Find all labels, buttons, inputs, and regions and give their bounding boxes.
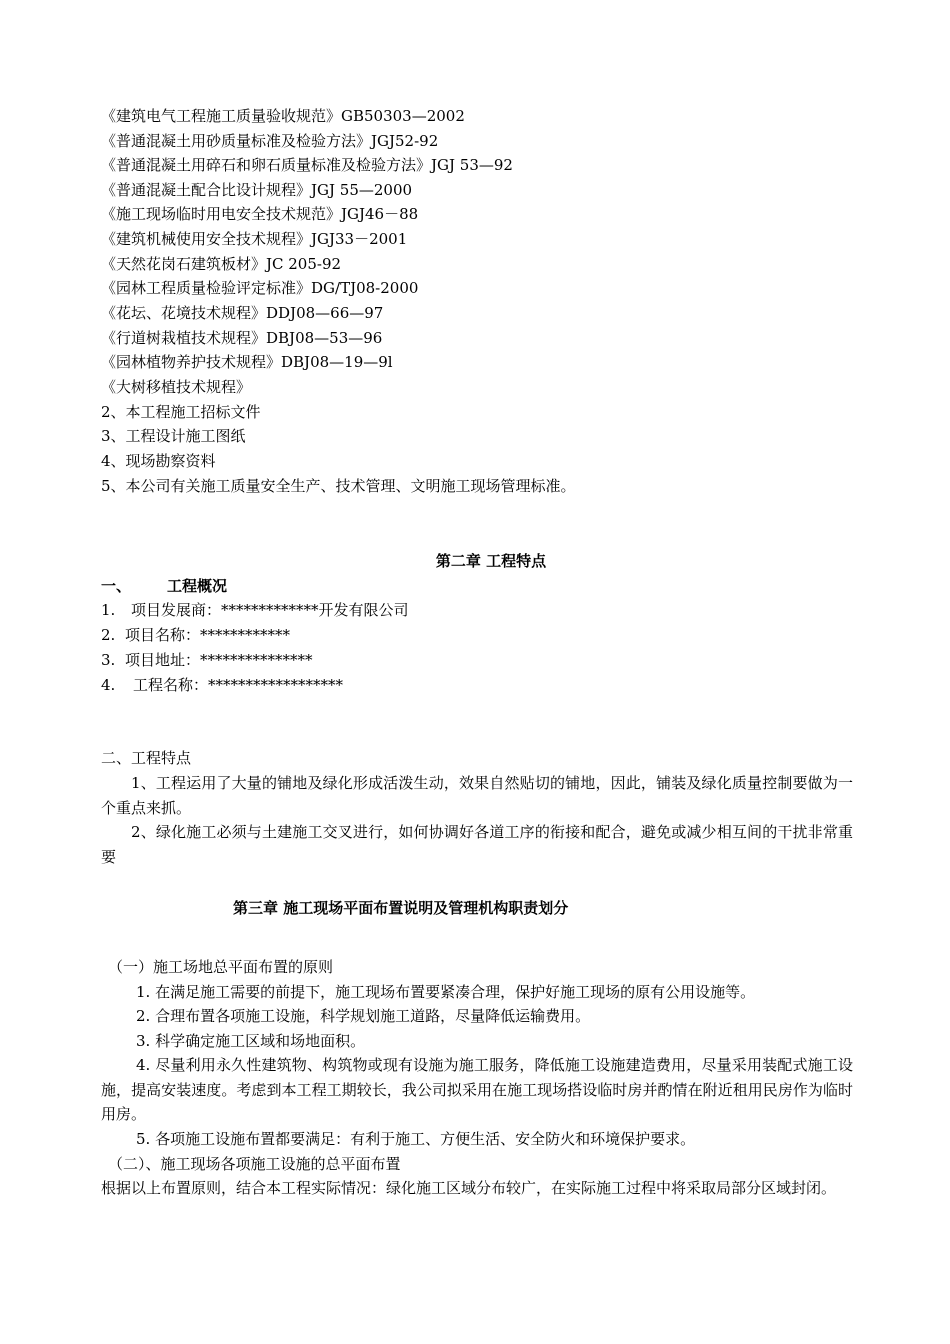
basis-item: 4、现场勘察资料 [101, 452, 216, 470]
overview-item [101, 598, 861, 622]
subsection-heading: （一）施工场地总平面布置的原则 [108, 958, 334, 976]
reference-item: 《普通混凝土用砂质量标准及检验方法》JGJ52-92 [101, 132, 439, 150]
feature-paragraph: 2、绿化施工必须与土建施工交叉进行，如何协调好各道工序的衔接和配合，避免或减少相互间的干扰非常重要 [101, 823, 853, 866]
overview-text: 项目地址：*************** [125, 651, 313, 669]
overview-number: 3. [101, 651, 116, 669]
chapter-title: 第二章 工程特点 [435, 552, 547, 570]
overview-number: 2. [101, 626, 116, 644]
reference-item: 《建筑机械使用安全技术规程》JGJ33－2001 [101, 230, 408, 248]
overview-number: 1. [101, 601, 116, 619]
section-heading [101, 574, 861, 598]
chapter-title: 第三章 施工现场平面布置说明及管理机构职责划分 [233, 899, 569, 917]
feature-paragraph: 1、工程运用了大量的铺地及绿化形成活泼生动，效果自然贴切的铺地，因此，铺装及绿化质量控制要做为一个重点来抓。 [101, 774, 853, 817]
reference-item: 《园林植物养护技术规程》DBJ08—19—9l [101, 353, 393, 371]
overview-item [101, 648, 861, 672]
overview-text: 工程名称：****************** [133, 676, 344, 694]
principle-item: 4. 尽量利用永久性建筑物、构筑物或现有设施为施工服务，降低施工设施建造费用，尽量采用装配式施工设施，提高安装速度。考虑到本工程工期较长，我公司拟采用在施工现场搭设临时房并酌情在附近租用民房作为临时用房。 [101, 1056, 853, 1123]
reference-item: 《园林工程质量检验评定标准》DG/TJ08-2000 [101, 279, 419, 297]
reference-item: 《行道树栽植技术规程》DBJ08—53—96 [101, 329, 383, 347]
reference-item: 《施工现场临时用电安全技术规范》JGJ46－88 [101, 205, 419, 223]
overview-item [101, 623, 861, 647]
principle-item: 3. 科学确定施工区域和场地面积。 [136, 1032, 366, 1050]
overview-item [101, 673, 861, 697]
reference-item: 《花坛、花境技术规程》DDJ08—66—97 [101, 304, 384, 322]
basis-item: 5、本公司有关施工质量安全生产、技术管理、文明施工现场管理标准。 [101, 477, 576, 495]
reference-item: 《建筑电气工程施工质量验收规范》GB50303—2002 [101, 107, 465, 125]
reference-item: 《普通混凝土用碎石和卵石质量标准及检验方法》JGJ 53—92 [101, 156, 513, 174]
section-heading: 二、工程特点 [101, 749, 192, 767]
overview-text: 项目发展商：*************开发有限公司 [131, 601, 409, 619]
overview-number: 4. [101, 676, 116, 694]
basis-item: 2、本工程施工招标文件 [101, 403, 261, 421]
reference-item: 《大树移植技术规程》 [101, 378, 252, 396]
principle-item: 1. 在满足施工需要的前提下，施工现场布置要紧凑合理，保护好施工现场的原有公用设施等。 [136, 983, 756, 1001]
reference-item: 《普通混凝土配合比设计规程》JGJ 55—2000 [101, 181, 413, 199]
overview-text: 项目名称：************ [125, 626, 291, 644]
principle-item: 2. 合理布置各项施工设施，科学规划施工道路，尽量降低运输费用。 [136, 1007, 591, 1025]
subsection-heading: （二）、施工现场各项施工设施的总平面布置 [108, 1155, 401, 1173]
reference-item: 《天然花岗石建筑板材》JC 205-92 [101, 255, 342, 273]
body-paragraph: 根据以上布置原则，结合本工程实际情况：绿化施工区域分布较广，在实际施工过程中将采取局部分区域封闭。 [101, 1179, 837, 1197]
basis-item: 3、工程设计施工图纸 [101, 427, 246, 445]
section-title: 工程概况 [167, 577, 228, 595]
principle-item: 5. 各项施工设施布置都要满足：有利于施工、方便生活、安全防火和环境保护要求。 [136, 1130, 696, 1148]
section-number: 一、 [101, 577, 132, 595]
